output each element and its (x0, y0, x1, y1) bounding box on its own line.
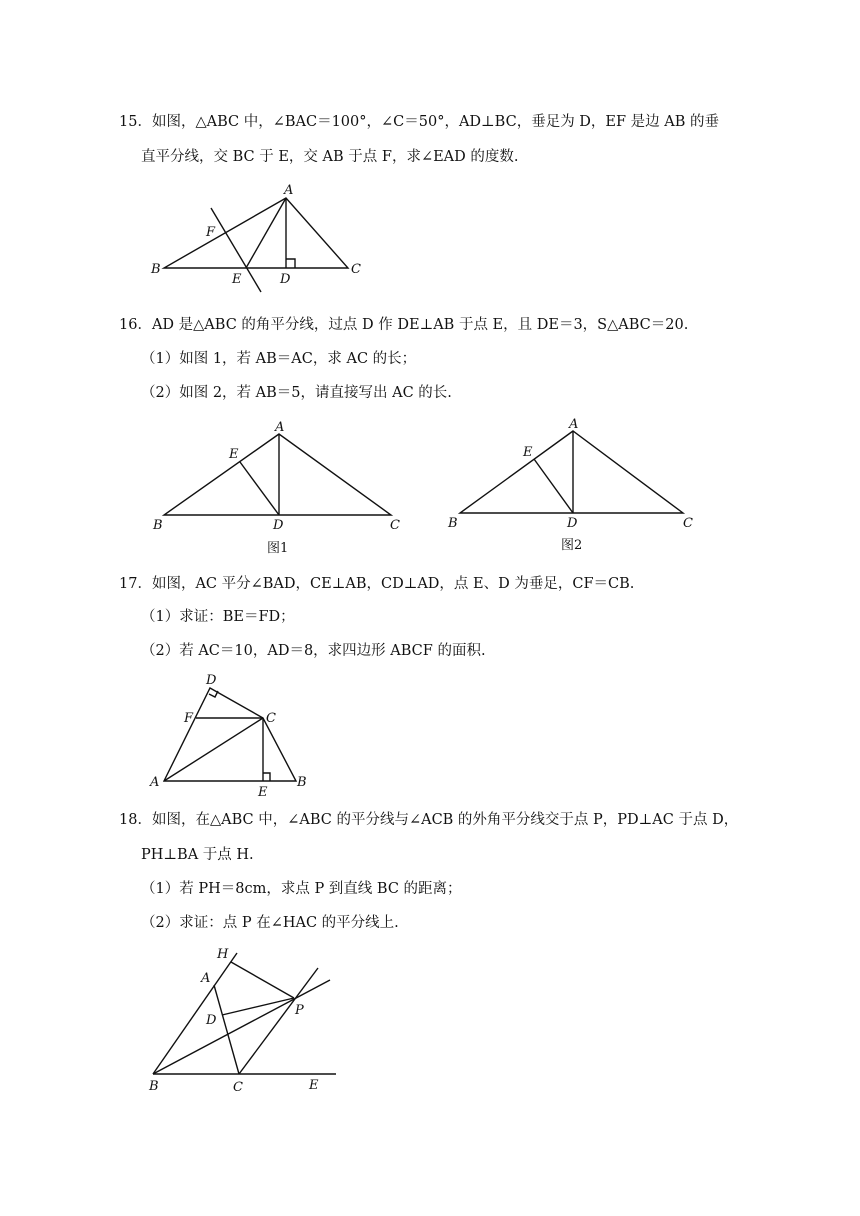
q15-label-e: E (232, 272, 242, 287)
q16-fig2-label-a: A (569, 417, 579, 432)
q15-label-a: A (284, 183, 294, 198)
q18-label-h: H (217, 947, 229, 962)
q17-label-f: F (184, 711, 194, 726)
q16-fig1-caption: 图1 (267, 541, 289, 556)
q16-fig1-label-d: D (273, 518, 284, 533)
q16-fig1-label-b: B (153, 518, 163, 533)
q18-part1: （1）若 PH＝8cm，求点 P 到直线 BC 的距离； (141, 881, 462, 897)
q15-label-f: F (206, 225, 216, 240)
q16-line1: 16．AD 是△ABC 的角平分线，过点 D 作 DE⊥AB 于点 E，且 DE＝3，S△ABC＝20. (119, 317, 689, 333)
q18-bisector-bp (153, 980, 330, 1074)
q16-part2: （2）如图 2，若 AB＝5，请直接写出 AC 的长. (141, 385, 452, 401)
q16-fig2-label-d: D (567, 516, 578, 531)
q17-line1: 17．如图，AC 平分∠BAD，CE⊥AB，CD⊥AD，点 E、D 为垂足，CF＝CB. (119, 576, 635, 592)
q16-fig2-label-c: C (683, 516, 693, 531)
q16-fig2-caption: 图2 (561, 538, 583, 553)
q16-fig1-label-a: A (275, 420, 285, 435)
q15-label-b: B (151, 262, 161, 277)
q18-label-e: E (309, 1078, 319, 1093)
q18-label-d: D (206, 1013, 217, 1028)
q17-label-c: C (266, 711, 276, 726)
q16-fig1-label-c: C (390, 518, 400, 533)
q18-external-bisector-cp (239, 968, 318, 1074)
q16-fig2-label-b: B (448, 516, 458, 531)
q17-label-b: B (297, 775, 307, 790)
q17-part1: （1）求证：BE＝FD； (141, 609, 295, 625)
q18-label-c: C (233, 1080, 243, 1095)
q15-line1: 15．如图，△ABC 中，∠BAC＝100°，∠C＝50°，AD⊥BC，垂足为 D，EF 是边 AB 的垂 (119, 114, 720, 130)
q17-label-a: A (150, 775, 160, 790)
q18-segment-ac (214, 985, 239, 1074)
q15-label-d: D (280, 272, 291, 287)
q17-label-e: E (258, 785, 268, 800)
q16-fig2-label-e: E (523, 445, 533, 460)
q18-label-p: P (295, 1003, 304, 1018)
q18-line-bh (153, 953, 237, 1074)
q17-label-d: D (206, 673, 217, 688)
q16-fig1-label-e: E (229, 447, 239, 462)
q15-label-c: C (351, 262, 361, 277)
q18-line1: 18．如图，在△ABC 中，∠ABC 的平分线与∠ACB 的外角平分线交于点 P，PD⊥AC 于点 D， (119, 812, 739, 828)
q18-label-a: A (201, 971, 211, 986)
q18-segment-ph (231, 962, 294, 998)
q18-line2: PH⊥BA 于点 H. (141, 847, 254, 863)
q18-segment-pd (222, 998, 294, 1015)
q16-part1: （1）如图 1，若 AB＝AC，求 AC 的长； (141, 351, 417, 367)
q18-label-b: B (149, 1079, 159, 1094)
q17-part2: （2）若 AC＝10，AD＝8，求四边形 ABCF 的面积. (141, 643, 486, 659)
q18-part2: （2）求证：点 P 在∠HAC 的平分线上. (141, 915, 399, 931)
q15-line2: 直平分线，交 BC 于 E，交 AB 于点 F，求∠EAD 的度数. (141, 149, 519, 165)
